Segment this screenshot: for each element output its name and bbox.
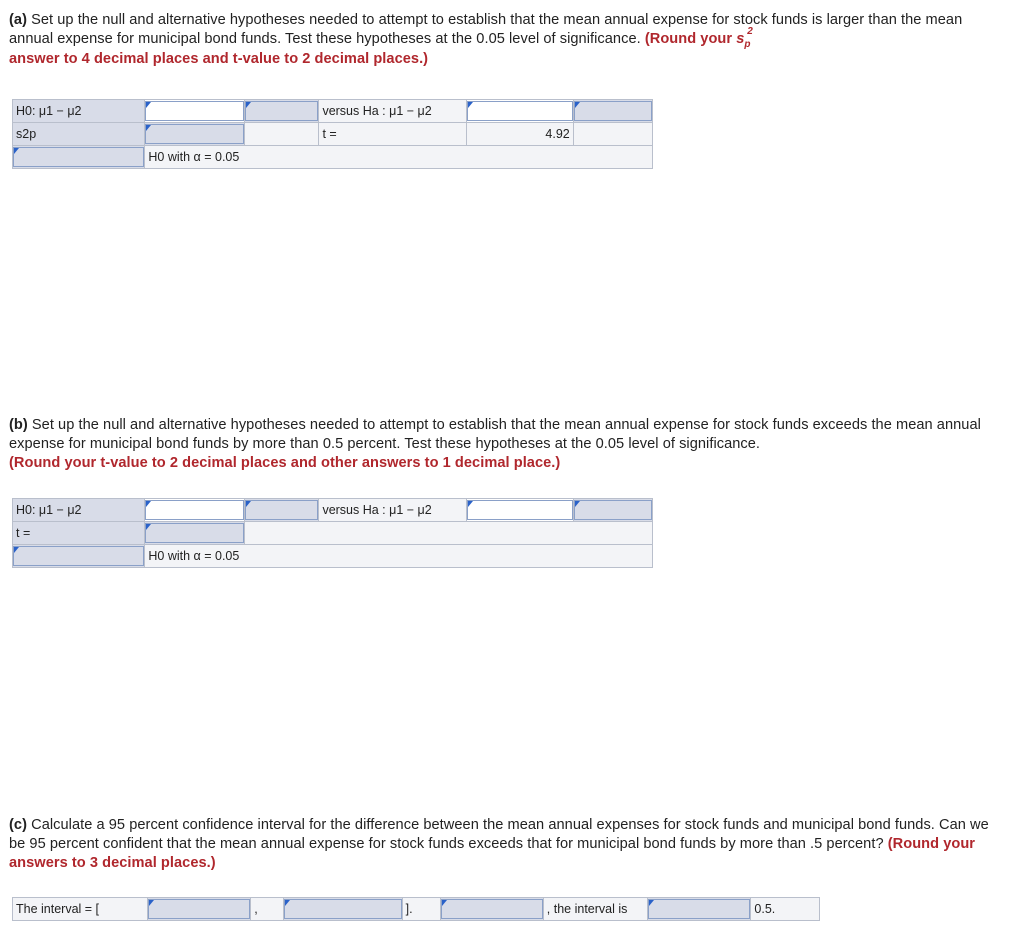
ha-label: versus Ha : μ1 − μ2 [319, 100, 467, 123]
s2p-label: s2p [13, 123, 145, 146]
part-c-round: (Round your answers to 3 decimal places.) [9, 836, 976, 871]
spacer-cell [245, 522, 653, 545]
part-b-round: (Round your t-value to 2 decimal places and other answers to 1 decimal place.) [9, 455, 561, 471]
part-a-round-1: (Round your [644, 31, 737, 47]
interval-is-label: , the interval is [543, 898, 647, 921]
h0-label: H0: μ1 − μ2 [13, 100, 145, 123]
part-a-question [9, 11, 1009, 69]
part-c-table [12, 897, 820, 921]
interval-end-value: 0.5. [751, 898, 820, 921]
part-a-round-2: answer to 4 decimal places and t-value to 2 decimal places.) [9, 51, 429, 67]
t-label: t = [13, 522, 145, 545]
part-b-question [9, 416, 1009, 473]
interval-comma: , [251, 898, 284, 921]
h0-value-input[interactable] [245, 100, 319, 123]
sp-squared-symbol: $s_p$ 2 [736, 26, 753, 50]
ha-dropdown[interactable] [467, 499, 573, 522]
t-value: 4.92 [467, 123, 573, 146]
interval-lower-input[interactable] [148, 898, 251, 921]
interval-upper-input[interactable] [284, 898, 403, 921]
spacer-cell [573, 123, 652, 146]
h0-dropdown[interactable] [145, 499, 245, 522]
ha-label: versus Ha : μ1 − μ2 [319, 499, 467, 522]
interval-label: The interval = [ [13, 898, 148, 921]
part-b-text: Set up the null and alternative hypotheses needed to attempt to establish that the mean annual expense for stock funds exceeds the mean annual expense for municipal bond funds by more than 0.5 percent. Test these hypotheses at the 0.05 level of significance. [9, 417, 981, 452]
ha-value-input[interactable] [573, 499, 652, 522]
decision-label: H0 with α = 0.05 [145, 146, 653, 169]
part-a-table [12, 99, 653, 169]
ha-value-input[interactable] [573, 100, 652, 123]
h0-label: H0: μ1 − μ2 [13, 499, 145, 522]
t-label: t = [319, 123, 467, 146]
interval-conclusion-dropdown[interactable] [440, 898, 543, 921]
part-c-text: Calculate a 95 percent confidence interval for the difference between the mean annual expenses for stock funds and municipal bond funds. Can we be 95 percent confident that the mean annual expense for stock funds exceeds that for municipal bond funds by more than .5 percent? [9, 817, 989, 852]
spacer-cell [245, 123, 319, 146]
decision-label: H0 with α = 0.05 [145, 545, 653, 568]
part-b-label: (b) [9, 417, 28, 433]
part-a-text: Set up the null and alternative hypotheses needed to attempt to establish that the mean annual expense for stock funds is larger than the mean annual expense for municipal bond funds. Test these hypotheses at the 0.05 level of significance. [9, 12, 963, 47]
part-b-table [12, 498, 653, 568]
interval-relation-dropdown[interactable] [648, 898, 751, 921]
decision-dropdown[interactable] [13, 146, 145, 169]
decision-dropdown[interactable] [13, 545, 145, 568]
ha-dropdown[interactable] [467, 100, 573, 123]
h0-dropdown[interactable] [145, 100, 245, 123]
part-c-label: (c) [9, 817, 27, 833]
interval-close: ]. [402, 898, 440, 921]
s2p-input[interactable] [145, 123, 245, 146]
h0-value-input[interactable] [245, 499, 319, 522]
t-input[interactable] [145, 522, 245, 545]
part-c-question [9, 816, 1009, 873]
part-a-label: (a) [9, 12, 27, 28]
